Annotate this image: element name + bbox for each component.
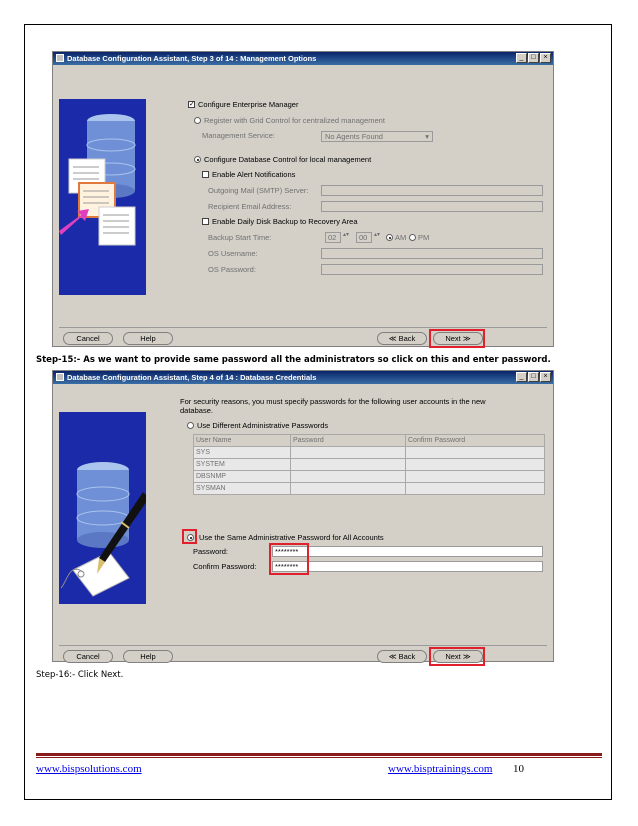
use-different-label: Use Different Administrative Passwords xyxy=(197,421,329,430)
mgmt-service-select[interactable]: No Agents Found ▾ xyxy=(321,131,433,142)
dialog1-title: Database Configuration Assistant, Step 3 of 14 : Management Options xyxy=(67,54,317,63)
maximize-icon[interactable]: □ xyxy=(528,372,539,382)
table-row[interactable]: SYS xyxy=(194,447,545,459)
minute-spinner-icon[interactable]: ▴▾ xyxy=(374,232,381,238)
app-icon xyxy=(56,54,64,62)
os-user-label: OS Username: xyxy=(208,249,258,258)
database-documents-illustration xyxy=(59,99,146,295)
am-radio[interactable] xyxy=(386,234,393,241)
configure-db-control-label: Configure Database Control for local management xyxy=(204,155,372,164)
recipient-label: Recipient Email Address: xyxy=(208,202,292,211)
os-user-input[interactable] xyxy=(321,248,543,259)
minimize-icon[interactable]: _ xyxy=(516,53,527,63)
footer-link-bispsolutions[interactable]: www.bispsolutions.com xyxy=(36,763,142,775)
password-highlight-box xyxy=(269,543,309,575)
back-button[interactable]: ≪ Back xyxy=(377,650,427,663)
next-arrow-icon: ≫ xyxy=(460,334,471,343)
dialog-database-credentials xyxy=(52,370,554,662)
step-16-text: Step-16:- Click Next. xyxy=(36,670,124,680)
footer-rule-thick xyxy=(36,753,602,756)
help-button[interactable]: Help xyxy=(123,650,173,663)
minimize-icon[interactable]: _ xyxy=(516,372,527,382)
use-same-highlight-box xyxy=(182,529,197,544)
close-icon[interactable]: × xyxy=(540,372,551,382)
hour-spinner-icon[interactable]: ▴▾ xyxy=(343,232,350,238)
next-button[interactable]: Next ≫ xyxy=(433,332,483,345)
dialog2-title: Database Configuration Assistant, Step 4 of 14 : Database Credentials xyxy=(67,373,317,382)
am-label: AM xyxy=(395,233,407,242)
database-pen-illustration xyxy=(59,412,146,604)
pm-label: PM xyxy=(418,233,430,242)
app-icon xyxy=(56,373,64,381)
dialog1-separator xyxy=(59,327,547,328)
maximize-icon[interactable]: □ xyxy=(528,53,539,63)
next-button[interactable]: Next ≫ xyxy=(433,650,483,663)
use-same-label: Use the Same Administrative Password for All Accounts xyxy=(199,533,384,542)
smtp-input[interactable] xyxy=(321,185,543,196)
user-password-table xyxy=(193,434,545,495)
next-highlight-box xyxy=(429,647,485,666)
page-number: 10 xyxy=(513,763,524,775)
back-arrow-icon: ≪ xyxy=(388,652,399,661)
smtp-label: Outgoing Mail (SMTP) Server: xyxy=(208,186,309,195)
enable-backup-checkbox[interactable] xyxy=(202,218,209,225)
enable-backup-label: Enable Daily Disk Backup to Recovery Area xyxy=(212,217,358,226)
next-arrow-icon: ≫ xyxy=(460,652,471,661)
next-highlight-box xyxy=(429,329,485,348)
password-label: Password: xyxy=(193,547,229,556)
configure-db-control-radio[interactable] xyxy=(194,156,201,163)
help-button[interactable]: Help xyxy=(123,332,173,345)
register-grid-label: Register with Grid Control for centralized management xyxy=(204,116,385,125)
dialog2-titlebar xyxy=(53,371,553,384)
footer-rule-thin xyxy=(36,757,602,758)
table-row[interactable]: SYSTEM xyxy=(194,459,545,471)
col-password: Password xyxy=(291,435,406,447)
intro-line-2: database. xyxy=(180,406,213,415)
chevron-down-icon: ▾ xyxy=(425,132,429,141)
backup-hour-input[interactable]: 02 xyxy=(325,232,341,243)
dialog2-separator xyxy=(59,645,547,646)
table-row[interactable]: DBSNMP xyxy=(194,471,545,483)
os-pass-label: OS Password: xyxy=(208,265,256,274)
mgmt-service-label: Management Service: xyxy=(202,131,275,140)
cancel-button[interactable]: Cancel xyxy=(63,332,113,345)
back-arrow-icon: ≪ xyxy=(388,334,399,343)
close-icon[interactable]: × xyxy=(540,53,551,63)
backup-min-input[interactable]: 00 xyxy=(356,232,372,243)
table-row[interactable]: SYSMAN xyxy=(194,483,545,495)
use-different-radio[interactable] xyxy=(187,422,194,429)
backup-start-label: Backup Start Time: xyxy=(208,233,272,242)
os-pass-input[interactable] xyxy=(321,264,543,275)
dialog1-body xyxy=(53,65,553,346)
configure-em-checkbox[interactable]: ✓ xyxy=(189,101,195,108)
register-grid-radio[interactable] xyxy=(194,117,201,124)
back-button[interactable]: ≪ Back xyxy=(377,332,427,345)
dialog1-titlebar xyxy=(53,52,553,65)
table-header-row xyxy=(194,435,545,447)
confirm-password-label: Confirm Password: xyxy=(193,562,257,571)
step-15-text: Step-15:- As we want to provide same password all the administrators so click on this and enter password. xyxy=(36,355,551,365)
confirm-password-input[interactable]: ******** xyxy=(272,561,543,572)
col-confirm-password: Confirm Password xyxy=(406,435,545,447)
enable-alert-checkbox[interactable] xyxy=(202,171,209,178)
password-input[interactable]: ******** xyxy=(272,546,543,557)
dialog2-body xyxy=(53,384,553,661)
dialog-management-options xyxy=(52,51,554,347)
enable-alert-label: Enable Alert Notifications xyxy=(212,170,296,179)
footer-link-bisptrainings[interactable]: www.bisptrainings.com xyxy=(388,763,493,775)
intro-line-1: For security reasons, you must specify passwords for the following user accounts in the new xyxy=(180,397,486,406)
recipient-input[interactable] xyxy=(321,201,543,212)
cancel-button[interactable]: Cancel xyxy=(63,650,113,663)
configure-em-label: Configure Enterprise Manager xyxy=(198,100,299,109)
col-user-name: User Name xyxy=(194,435,291,447)
pm-radio[interactable] xyxy=(409,234,416,241)
